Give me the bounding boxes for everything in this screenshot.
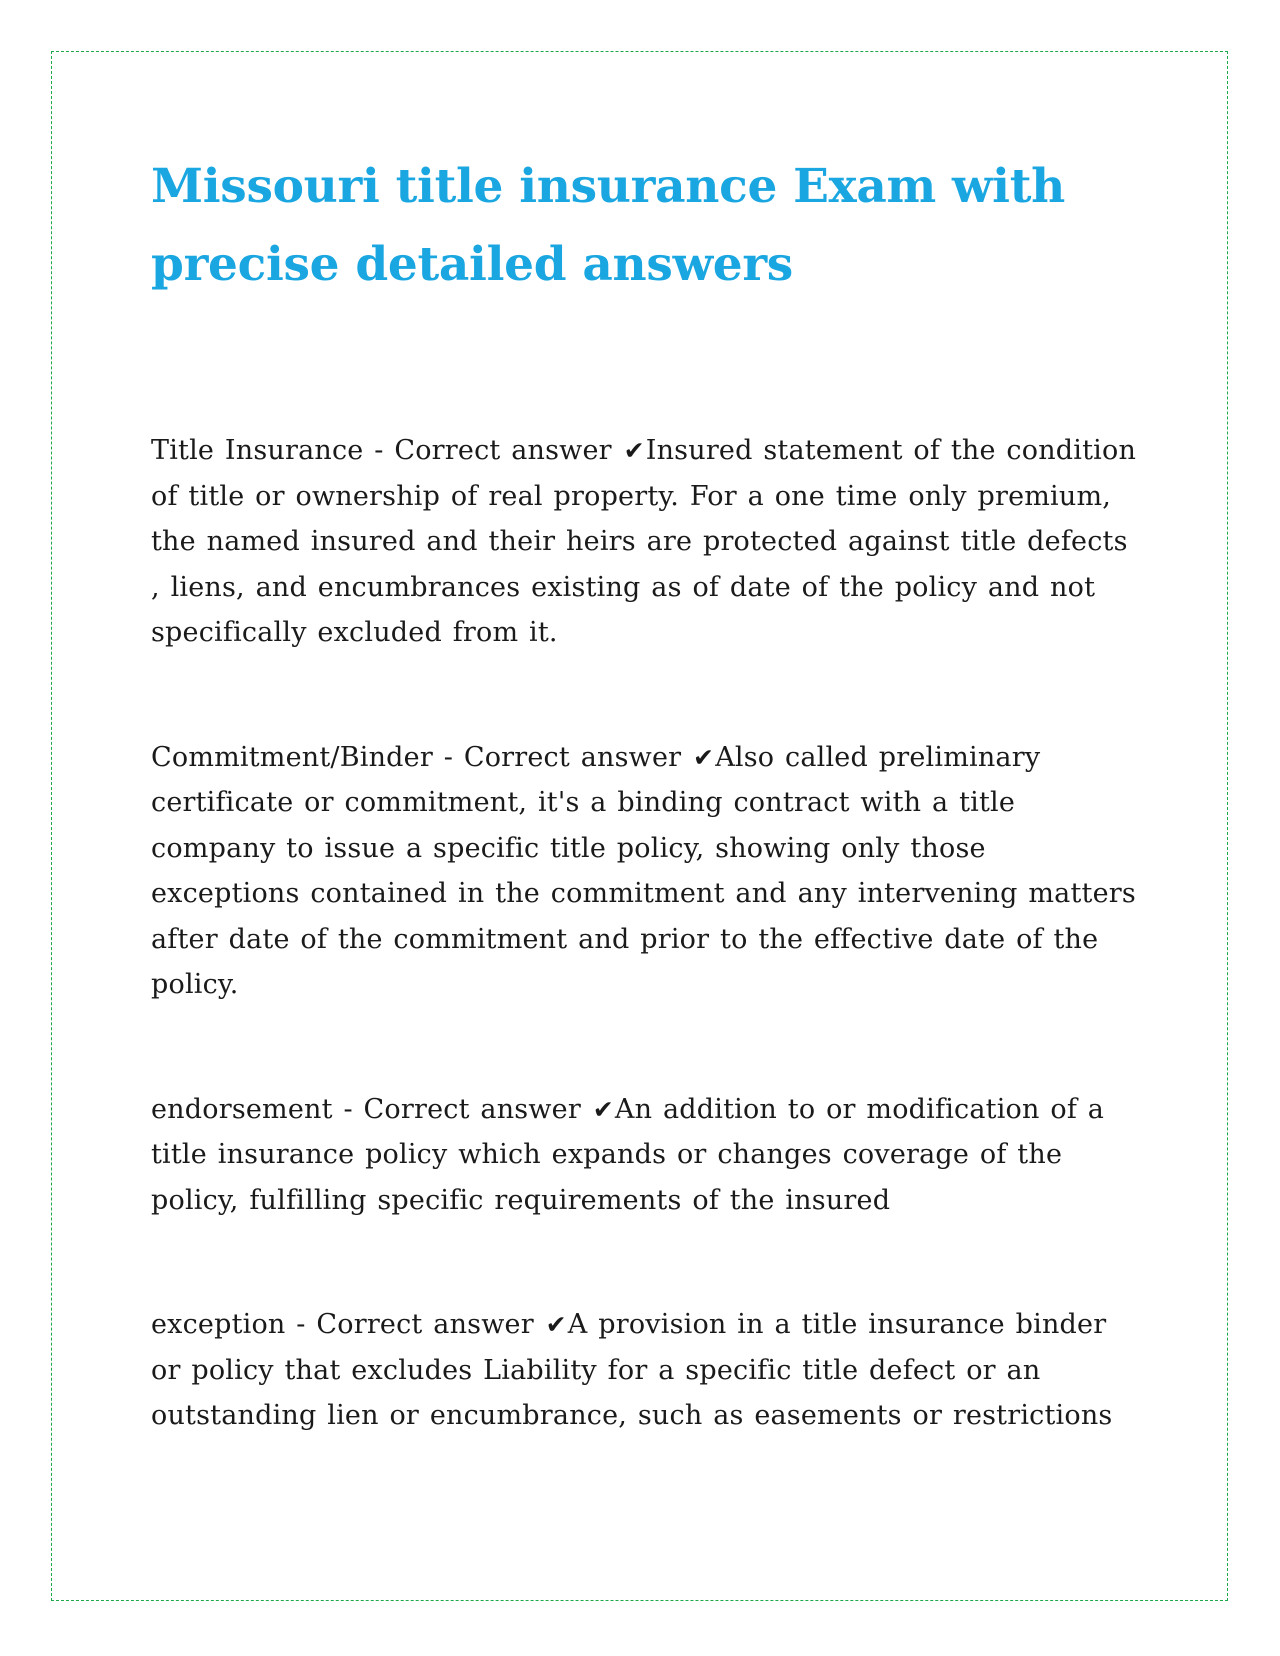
qa-item-title-insurance — [151, 428, 1141, 656]
qa-term: Title Insurance - Correct answer — [151, 435, 623, 466]
qa-term: endorsement - Correct answer — [151, 1093, 592, 1125]
checkmark-icon: ✔ — [592, 1094, 614, 1124]
checkmark-icon: ✔ — [693, 742, 715, 772]
qa-answer: A provision in a title insurance binder or policy that excludes Liability for a specific title defect or an outstanding lien or encumbrance, such as easements or restrictions — [151, 1309, 1113, 1431]
qa-answer: Insured statement of the condition of title or ownership of real property. For a one time only premium, the named insured and their heirs are protected against title defects , liens, and encumbrances existing as of date of the policy and not specifically excluded from it. — [151, 435, 1137, 648]
qa-answer: Also called preliminary certificate or commitment, it's a binding contract with a title company to issue a specific title policy, showing only those exceptions contained in the commitment and any intervening matters after date of the commitment and prior to the effective date of the policy. — [151, 741, 1136, 1000]
qa-answer: An addition to or modification of a title insurance policy which expands or changes coverage of the policy, fulfilling specific requirements of the insured — [151, 1093, 1105, 1216]
checkmark-icon: ✔ — [623, 436, 645, 465]
qa-term: exception - Correct answer — [151, 1309, 545, 1340]
qa-list — [151, 428, 1141, 1439]
qa-item-exception — [151, 1302, 1141, 1439]
document-title: Missouri title insurance Exam with precise detailed answers — [151, 159, 1066, 292]
document-body — [151, 148, 1141, 1518]
checkmark-icon: ✔ — [545, 1310, 567, 1339]
qa-item-endorsement — [151, 1087, 1141, 1224]
qa-term: Commitment/Binder - Correct answer — [151, 741, 693, 773]
qa-item-commitment-binder — [151, 735, 1141, 1008]
